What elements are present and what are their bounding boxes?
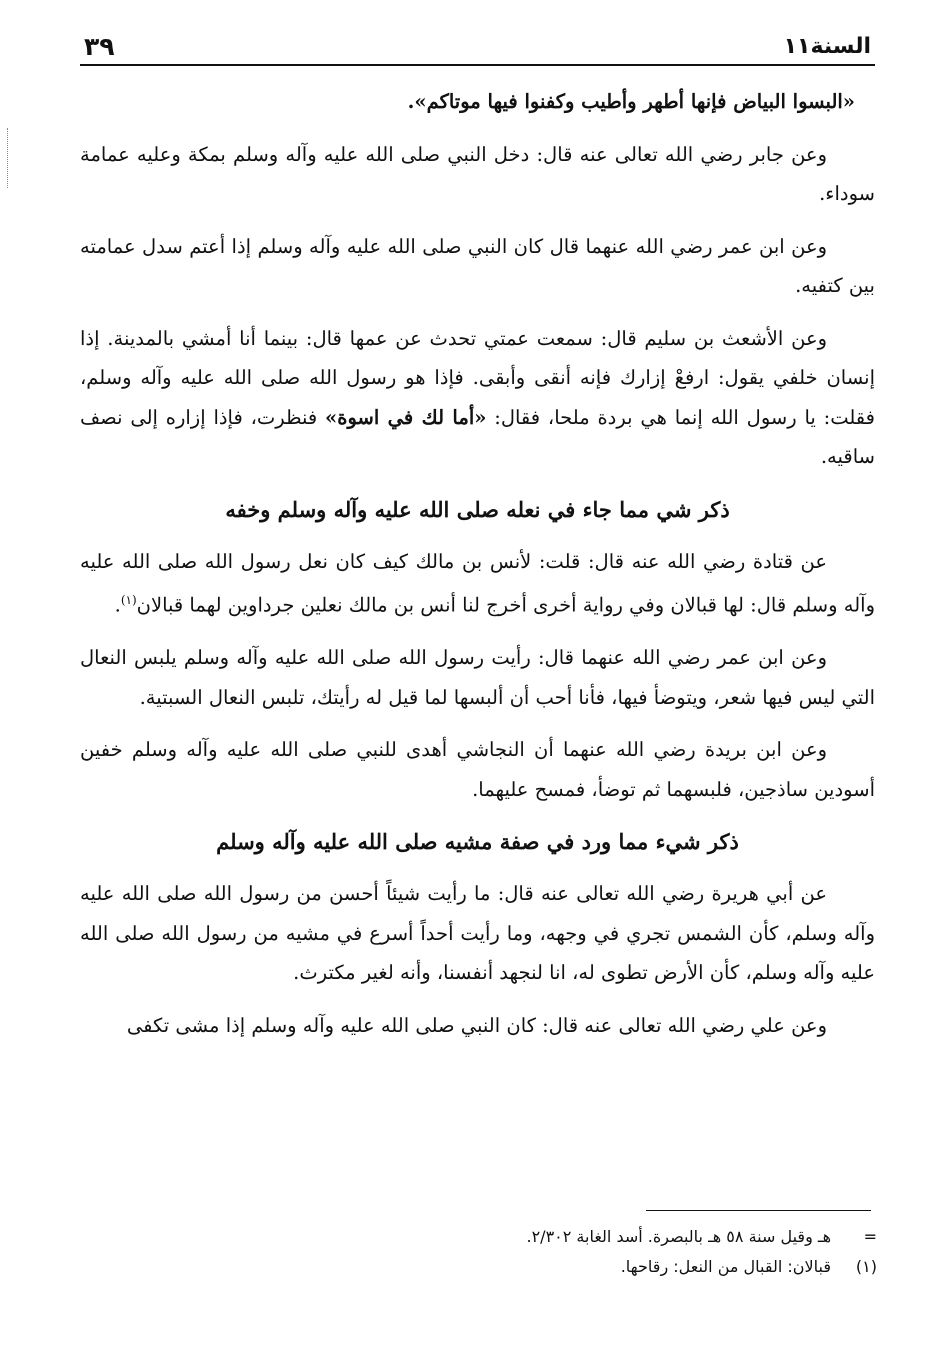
footnote-text: قبالان: القبال من النعل: رقاحها. <box>620 1257 831 1276</box>
paragraph-1: «البسوا البياض فإنها أطهر وأطيب وكفنوا فيها موتاكم». <box>407 90 855 113</box>
main-text <box>80 82 875 1058</box>
page-number: ٣٩ <box>84 32 115 61</box>
footnote-continuation <box>100 1222 877 1252</box>
footnote-1 <box>100 1252 877 1282</box>
section-heading-sandals: ذكر شي مما جاء في نعله صلى الله عليه وآله وسلم وخفه <box>225 496 730 522</box>
paragraph-5-text: عن قتادة رضي الله عنه قال: قلت: لأنس بن مالك كيف كان نعل رسول الله صلى الله عليه وآله وسلم قال: لها قبالان وفي رواية أخرى أخرج لنا أنس بن مالك نعلين جرداوين لهما قبالان <box>80 549 875 617</box>
paragraph-2: وعن جابر رضي الله تعالى عنه قال: دخل النبي صلى الله عليه وآله وسلم بمكة وعليه عمامة سوداء. <box>80 142 875 205</box>
paragraph-4 <box>80 319 875 477</box>
paragraph-3: وعن ابن عمر رضي الله عنهما قال كان النبي صلى الله عليه وآله وسلم إذا أعتم سدل عمامته بين كتفيه. <box>80 234 875 297</box>
paragraph-5-end: . <box>114 593 121 617</box>
paragraph-7: وعن ابن بريدة رضي الله عنهما أن النجاشي أهدى للنبي صلى الله عليه وآله وسلم خفين أسودين ساذجين، فلبسهما ثم توضأ، فمسح عليهما. <box>80 738 875 801</box>
footnote-mark: = <box>863 1227 877 1246</box>
footnote-ref-1[interactable]: (١) <box>120 593 137 607</box>
paragraph-9: وعن علي رضي الله تعالى عنه قال: كان النبي صلى الله عليه وآله وسلم إذا مشى تكفى <box>126 1013 827 1037</box>
scan-margin-dots <box>7 128 11 188</box>
footnote-text: هـ وقيل سنة ٥٨ هـ بالبصرة. أسد الغابة ٢/٣٠٢. <box>526 1227 831 1246</box>
running-title: السنة١١ <box>783 34 871 59</box>
section-heading-walk: ذكر شيء مما ورد في صفة مشيه صلى الله عليه وآله وسلم <box>216 829 739 854</box>
paragraph-4-text-a: وعن الأشعث بن سليم قال: سمعت عمتي تحدث عن عمها قال: بينما أنا أمشي بالمدينة. إذا إنسان خلفي يقول: ارفعْ إزارك فإنه أنقى وأبقى. فإذا هو رسول الله صلى الله عليه وآله وسلم، فقلت: يا رسول الله إنما هي بردة ملحا، فقال: <box>80 326 875 429</box>
page-header <box>80 30 875 66</box>
paragraph-4-quote: «أما لك في اسوة» <box>325 405 487 429</box>
footnote-separator <box>646 1210 871 1211</box>
footnote-mark: (١) <box>855 1257 877 1276</box>
paragraph-6: وعن ابن عمر رضي الله عنهما قال: رأيت رسول الله صلى الله عليه وآله وسلم يلبس النعال التي ليس فيها شعر، ويتوضأ فيها، فأنا أحب أن ألبسها لما قيل له رأيتك، تلبس النعال السبتية. <box>80 646 875 709</box>
paragraph-8: عن أبي هريرة رضي الله تعالى عنه قال: ما رأيت شيئاً أحسن من رسول الله صلى الله عليه وآله وسلم، كأن الشمس تجري في وجهه، وما رأيت أحداً أسرع في مشيه من رسول الله صلى الله عليه وآله وسلم، كأن الأرض تطوى له، انا لنجهد أنفسنا، وأنه لغير مكترث. <box>80 882 875 984</box>
paragraph-4-text-c: فنظرت، فإذا إزاره إلى نصف ساقيه. <box>80 405 875 468</box>
paragraph-5 <box>80 542 875 626</box>
footnotes <box>100 1222 877 1282</box>
